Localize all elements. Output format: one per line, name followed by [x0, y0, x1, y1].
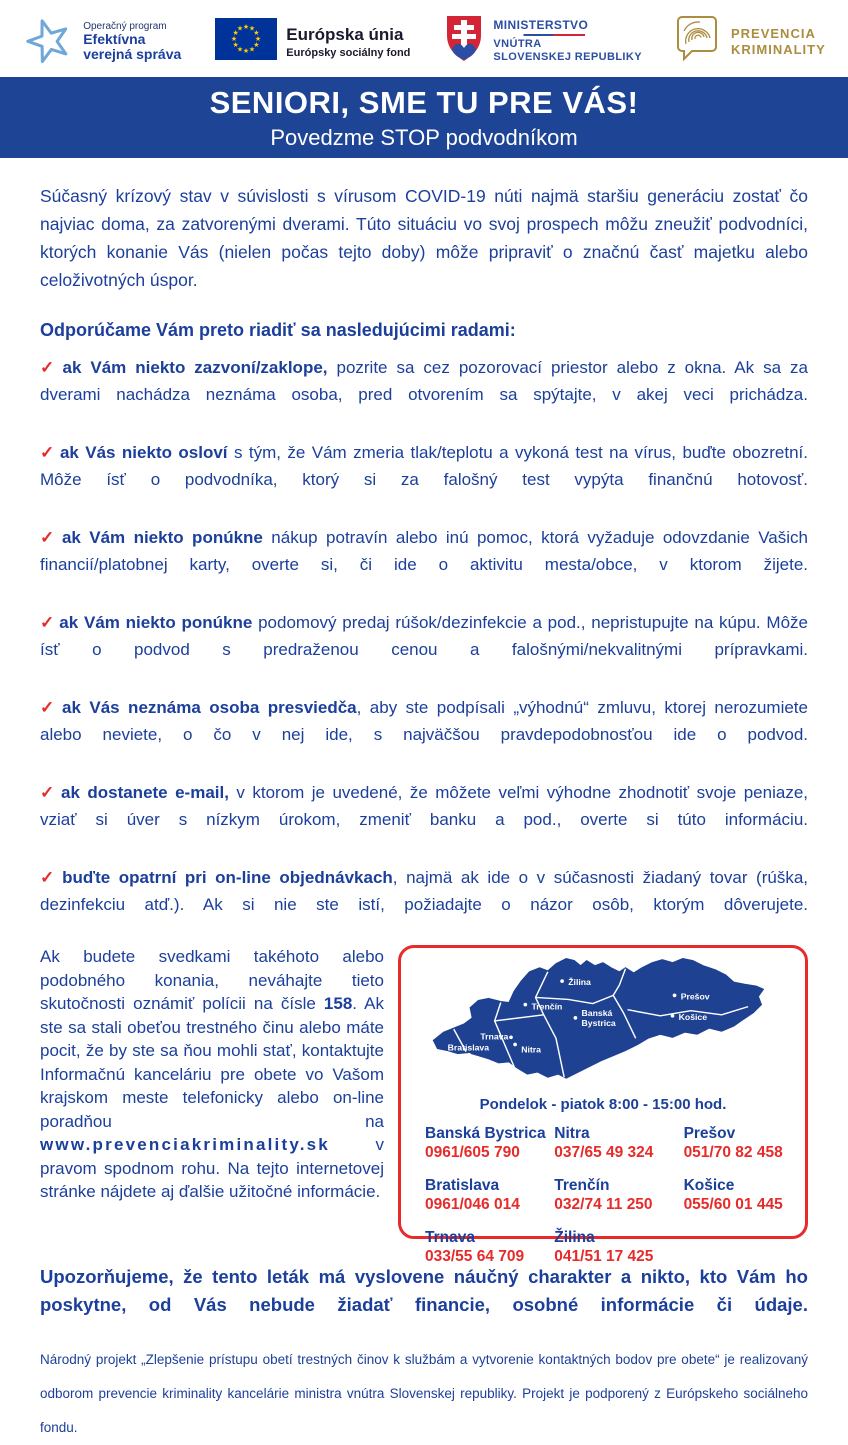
- check-icon: ✓: [40, 698, 58, 717]
- advice-item: [40, 694, 808, 748]
- contact-city: Košice: [683, 1177, 735, 1194]
- contact-entry: [684, 1125, 787, 1162]
- advice-heading: Odporúčame Vám preto riadiť sa nasledujúcimi radami:: [40, 320, 516, 340]
- map-label-trencin: Trenčín: [531, 1001, 563, 1012]
- check-icon: ✓: [40, 443, 56, 462]
- title-banner: [0, 77, 848, 158]
- contact-entry: [425, 1177, 554, 1214]
- office-hours: Pondelok - piatok 8:00 - 15:00 hod.: [479, 1096, 727, 1113]
- report-text-2: . Ak ste sa stali obeťou trestného činu alebo máte pocit, že by ste sa ňou mohli stať, kontaktujte Informačnú kanceláriu pre obete vo Vašom krajskom meste telefonicky alebo on-line poradňou na: [40, 994, 384, 1131]
- op-evs-logo: [22, 11, 181, 72]
- contact-city: Trnava: [425, 1229, 475, 1246]
- advice-bold: ak Vám niekto ponúkne: [61, 528, 263, 547]
- header-logo-bar: [0, 0, 848, 77]
- contact-entry: [554, 1125, 683, 1162]
- report-text-3: v pravom spodnom rohu. Na tejto internetovej stránke nájdete aj ďalšie užitočné informácie.: [40, 1135, 384, 1201]
- svg-text:★: ★: [249, 46, 256, 54]
- check-icon: ✓: [40, 613, 56, 632]
- svg-text:★: ★: [243, 24, 250, 31]
- prevencia-logo: [676, 14, 826, 69]
- map-label-banska-bystrica-1: Banská: [581, 1007, 613, 1018]
- contact-phone: 041/51 17 425: [554, 1248, 654, 1265]
- advice-text: v ktorom je uvedené, že môžete veľmi výhodne zhodnotiť svoje peniaze, vziať si úver s nízkym úrokom, zmeniť banku a pod., overte si túto informáciu.: [40, 783, 808, 829]
- advice-list: [40, 354, 808, 918]
- advice-bold: ak Vás niekto osloví: [59, 443, 228, 462]
- contact-entry: [425, 1229, 554, 1266]
- intro-paragraph: Súčasný krízový stav v súvislosti s vírusom COVID-19 núti najmä staršiu generáciu zostať čo najviac doma, za zatvorenými dverami. Túto situáciu vo svoj prospech môžu zneužiť podvodníci, ktorých konanie Vás (nielen počas tejto doby) môže pripraviť o značnú časť majetku alebo celoživotných úspor.: [40, 186, 808, 290]
- advice-item: [40, 779, 808, 833]
- map-label-nitra: Nitra: [521, 1044, 541, 1055]
- eu-title: Európska únia: [286, 24, 404, 44]
- page-title: SENIORI, SME TU PRE VÁS!: [209, 84, 639, 120]
- main-content: [0, 182, 848, 1445]
- slovakia-map: [419, 956, 787, 1092]
- contact-phone: 0961/046 014: [425, 1196, 520, 1213]
- map-label-presov: Prešov: [680, 991, 710, 1002]
- report-text-1: Ak budete svedkami takéhoto alebo podobného konania, neváhajte tieto skutočnosti oznámiť polícii na čísle: [40, 947, 384, 1013]
- op-program-label: Operačný program: [83, 20, 167, 32]
- map-label-trnava: Trnava: [480, 1031, 509, 1042]
- map-label-kosice: Košice: [678, 1011, 708, 1022]
- contact-city: Žilina: [554, 1229, 595, 1246]
- svg-text:★: ★: [253, 30, 260, 37]
- disclaimer-warning: Upozorňujeme, že tento leták má vyslovene náučný charakter a nikto, kto Vám ho poskytne, od Vás nebude žiadať financie, osobné informácie či údaje.: [40, 1266, 808, 1315]
- star-icon: [22, 11, 74, 72]
- advice-text: nákup potravín alebo inú pomoc, ktorá vyžaduje odovzdanie Vašich financií/platobnej karty, overte si, či ide o aktivitu mesta/obce, v ktorom žijete.: [40, 528, 808, 574]
- advice-bold: ak dostanete e-mail,: [60, 783, 229, 802]
- svg-text:★: ★: [249, 25, 256, 33]
- check-icon: ✓: [40, 868, 59, 887]
- prevencia-line-2: KRIMINALITY: [730, 41, 826, 57]
- fingerprint-bubble-icon: [676, 14, 722, 69]
- svg-text:★: ★: [231, 36, 238, 43]
- contact-entry: [554, 1229, 683, 1266]
- contact-phone: 0961/605 790: [425, 1144, 520, 1161]
- advice-item: [40, 524, 808, 578]
- project-footer: Národný projekt „Zlepšenie prístupu obetí trestných činov k službám a vytvorenie kontaktných bodov pre obete“ je realizovaný odborom prevencie kriminality kancelárie ministra vnútra Slovenskej republiky. Projekt je podporený z Európskeho sociálneho fondu.: [40, 1352, 808, 1435]
- contact-city: Trenčín: [554, 1177, 610, 1194]
- prevencia-line-1: PREVENCIA: [730, 25, 816, 41]
- page-subtitle: Povedzme STOP podvodníkom: [270, 124, 578, 150]
- contact-city: Bratislava: [425, 1177, 500, 1194]
- advice-bold: ak Vám niekto zazvoní/zaklope,: [62, 358, 328, 377]
- op-program-name-2: verejná správa: [83, 45, 182, 62]
- check-icon: ✓: [40, 358, 59, 377]
- tricolor-divider: [493, 34, 585, 36]
- svg-text:★: ★: [237, 46, 244, 54]
- svg-text:★: ★: [253, 42, 260, 49]
- contact-phone: 051/70 82 458: [683, 1144, 783, 1161]
- ministry-line-1: MINISTERSTVO: [493, 18, 589, 33]
- advice-text: , najmä ak ide o v súčasnosti žiadaný tovar (rúška, dezinfekciu atď.). Ak si nie ste istí, požiadajte o názor osôb, ktorým dôverujete.: [40, 868, 808, 914]
- ministry-logo: [444, 14, 642, 69]
- advice-text: , aby ste podpísali „výhodnú“ zmluvu, ktorej nerozumiete alebo neviete, o čo v nej ide, s najväčšou pravdepodobnosťou ide o podvod.: [40, 698, 808, 744]
- eu-flag-icon: [215, 18, 277, 65]
- advice-text: podomový predaj rúšok/dezinfekcie a pod., nepristupujte na kúpu. Môže ísť o podvod s predraženou cenou a falošnými/nekvalitnými prípravkami.: [40, 613, 808, 659]
- svg-text:★: ★: [255, 36, 262, 43]
- website-link[interactable]: www.prevenciakriminality.sk: [40, 1135, 330, 1154]
- contact-phone: 055/60 01 445: [683, 1196, 783, 1213]
- svg-text:★: ★: [243, 48, 250, 55]
- advice-text: s tým, že Vám zmeria tlak/teplotu a vykoná test na vírus, buďte obozretní. Môže ísť o podvodníka, ktorý si za falošný test vypýta finančnú hotovosť.: [40, 443, 808, 489]
- advice-bold: buďte opatrní pri on-line objednávkach: [62, 868, 393, 887]
- eu-subtitle: Európsky sociálny fond: [286, 46, 411, 59]
- contact-entry: [684, 1177, 787, 1214]
- advice-item: [40, 439, 808, 493]
- contact-city: Prešov: [683, 1125, 736, 1142]
- contact-city: Nitra: [554, 1125, 590, 1142]
- contact-city: Banská Bystrica: [425, 1125, 546, 1142]
- contact-entry: [554, 1177, 683, 1214]
- advice-bold: ak Vás neznáma osoba presviedča: [61, 698, 357, 717]
- advice-bold: ak Vám niekto ponúkne: [59, 613, 253, 632]
- advice-text: pozrite sa cez pozorovací priestor alebo z okna. Ak sa za dverami nachádza neznáma osoba, pred otvorením sa spýtajte, v akej veci prichádza.: [40, 358, 808, 404]
- eu-logo: [215, 18, 410, 65]
- contact-phone: 033/55 64 709: [425, 1248, 525, 1265]
- bottom-section: [40, 945, 808, 1265]
- advice-item: [40, 609, 808, 663]
- svg-text:★: ★: [232, 30, 240, 37]
- ministry-line-2: VNÚTRA: [493, 38, 542, 51]
- advice-item: [40, 354, 808, 408]
- contact-phone: 037/65 49 324: [554, 1144, 654, 1161]
- contact-box: [398, 945, 808, 1265]
- advice-item: [40, 864, 808, 918]
- map-label-banska-bystrica-2: Bystrica: [581, 1018, 616, 1029]
- op-program-name-1: Efektívna: [83, 31, 146, 48]
- check-icon: ✓: [40, 528, 58, 547]
- check-icon: ✓: [40, 783, 57, 802]
- svg-text:★: ★: [232, 42, 240, 49]
- ministry-crest-icon: [444, 14, 484, 69]
- map-label-bratislava: Bratislava: [447, 1042, 490, 1053]
- contact-grid: [419, 1125, 787, 1266]
- ministry-line-3: SLOVENSKEJ REPUBLIKY: [493, 50, 642, 63]
- contact-entry: [425, 1125, 554, 1162]
- report-paragraph: [40, 945, 384, 1239]
- contact-phone: 032/74 11 250: [554, 1196, 653, 1213]
- map-label-zilina: Žilina: [568, 977, 591, 988]
- emergency-number: 158: [323, 994, 353, 1013]
- svg-text:★: ★: [237, 25, 244, 33]
